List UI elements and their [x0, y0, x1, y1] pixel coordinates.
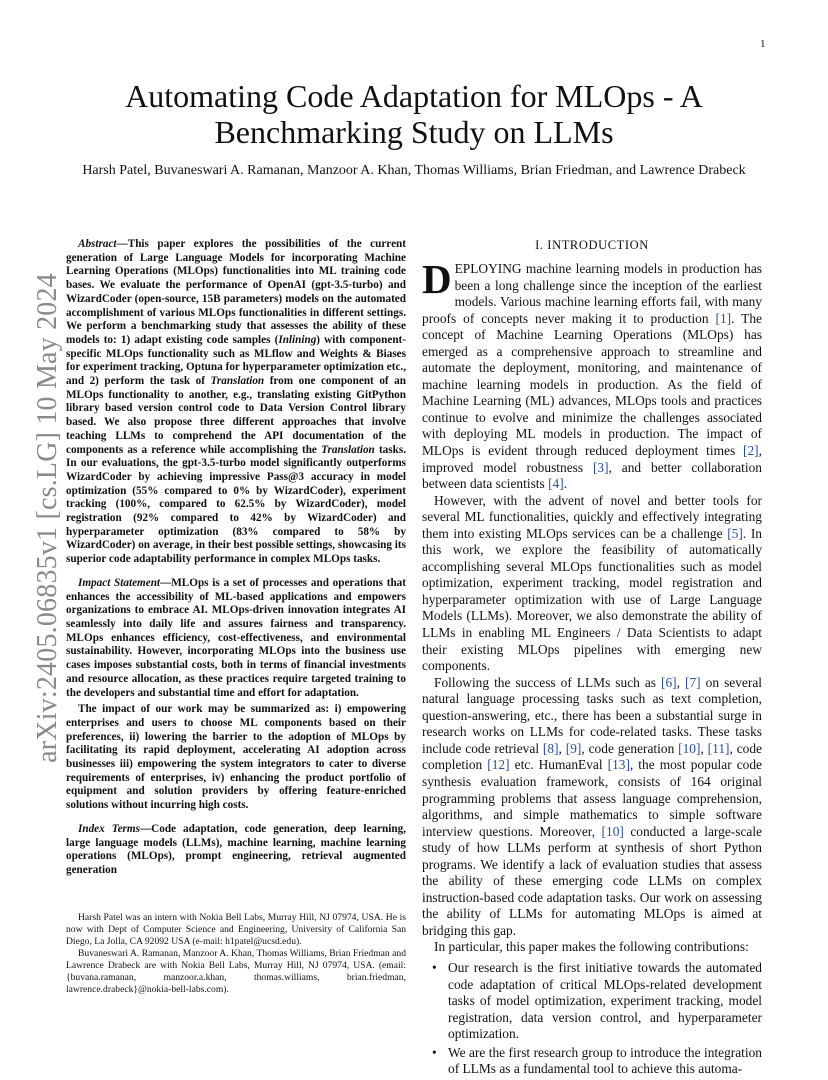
bullet-icon: • [432, 959, 437, 975]
intro-paragraph-4: In particular, this paper makes the following contributions: [434, 939, 749, 955]
citation-link[interactable]: [10] [601, 823, 624, 839]
abstract-text-4: tasks. In our evaluations, the gpt-3.5-turbo model significantly outperforms WizardCoder by achieving impressive Pass@3 accuracy in model optimization (55% compared to 0% by WizardCoder), experiment tracking (100%, compared to 62.5% by WizardCoder), model registration (92% compared to 42% by WizardCoder) and hyperparameter optimization (83% compared to 58% by WizardCoder) on average, in their best possible settings, showcasing its superior code adaptability performance in complex MLOps tasks. [66, 443, 406, 566]
citation-link[interactable]: [13] [607, 757, 630, 773]
citation-link[interactable]: [8] [542, 740, 559, 756]
impact-paragraph-2: The impact of our work may be summarized as: i) empowering enterprises and users to choose ML components based on their preferences, ii) lowering the barrier to the adoption of MLOps by facilitating its rapid deployment, accelerating AI adoption across businesses iii) empowering the system integrators to cater to diverse requirements of enterprises, iv) enhancing the product portfolio of equipment and solution providers by offering feature-enriched solutions without incurring high costs. [66, 703, 406, 812]
intro-paragraph-1: DEPLOYING machine learning models in production has been a long challenge since the inception of the earliest models. Various machine learning efforts fail, with many proofs of concepts never making it to production [1]. The concept of Machine Learning Operations (MLOps) has emerged as a comprehensive approach to streamline and automate the deployment, monitoring, and maintenance of machine learning models in production. As the field of Machine Learning (ML) advances, MLOps tools and practices continue to evolve and minimize the challenges associated with deploying ML models in production. The impact of MLOps is evident through reduced deployment times [2], improved model robustness [3], and better collaboration between data scientists [4]. [422, 256, 763, 492]
list-item: • Our research is the first initiative towards the automated code adaptation of critical MLOps-related development tasks of model optimization, experiment tracking, model registration, data version control, and hyperparameter optimization. [432, 959, 762, 1042]
index-terms-text: —Code adaptation, code generation, deep learning, large language models (LLMs), machine learning, machine learning operations (MLOps), prompt engineering, retrieval augmented generation [66, 822, 406, 876]
contributions-list [422, 960, 762, 1078]
abstract-paragraph [66, 238, 406, 567]
abstract-translation: Translation [210, 375, 265, 388]
page-number: 1 [760, 38, 766, 50]
index-terms-lead: Index Terms [78, 822, 140, 835]
abstract-text-3: from one component of an MLOps functionality to another, e.g., translating existing GitPython library based version control code to Data Version Control library based. We also propose three different approaches that involve teaching LLMs to comprehend the API documentation of the components as a reference while accomplishing the [66, 375, 406, 456]
right-column [422, 238, 762, 1080]
abstract-block [66, 238, 406, 878]
citation-link[interactable]: [10] [678, 740, 701, 756]
abstract-lead: Abstract [78, 238, 117, 250]
bullet-icon: • [432, 1044, 437, 1060]
paper-title: Automating Code Adaptation for MLOps - A Benchmarking Study on LLMs [125, 78, 703, 150]
citation-link[interactable]: [6] [661, 674, 677, 690]
abstract-text: —This paper explores the possibilities of the current generation of Large Language Models for incorporating Machine Learning Operations (MLOps) functionalities into ML training code bases. We evaluate the performance of OpenAI (gpt-3.5-turbo) and WizardCoder (open-source, 15B parameters) models on the automated accomplishment of various MLOps functionalities in different settings. We perform a benchmarking study that assesses the ability of these models to: 1) adapt existing code samples ( [66, 238, 406, 346]
intro-paragraph-3: Following the success of LLMs such as [6], [7] on several natural language processing tasks such as text completion, question-answering, etc., there has been a substantial surge in research works on LLMs for code-related tasks. These tasks include code retrieval [8], [9], code generation [10], [11], code completion [12] etc. HumanEval [13], the most popular code synthesis evaluation framework, consists of 164 original programming problems that assess language comprehension, algorithms, and simple mathematics to simple software interview questions. Moreover, [10] conducted a large-scale study of how LLMs perform at synthesis of short Python programs. We identify a lack of evaluation studies that assess the ability of these emerging code LLMs on complex instruction-based code adaptation tasks. Our work on assessing the ability of LLMs for automating MLOps is aimed at bridging this gap. [422, 674, 762, 938]
citation-link[interactable]: [3] [592, 459, 609, 475]
section-heading-initial: I [547, 238, 553, 252]
citation-link[interactable]: [4] [548, 476, 564, 492]
author-footnote [66, 912, 406, 996]
abstract-text-2: ) with component-specific MLOps functionality such as MLflow and Weights & Biases for experiment tracking, Optuna for hyperparameter optimization etc., and 2) perform the task of [66, 333, 406, 388]
citation-link[interactable]: [12] [487, 757, 510, 773]
section-heading-introduction [422, 238, 762, 253]
section-number: I. [535, 238, 544, 252]
arxiv-identifier[interactable] [32, 273, 63, 763]
footnote-2: Buvaneswari A. Ramanan, Manzoor A. Khan, Thomas Williams, Brian Friedman and Lawrence Drabeck are with Nokia Bell Labs, Murray Hill, NJ 07974, USA. (email: {buvana.ramanan, manzoor.a.khan, thomas.williams, brian.friedman, lawrence.drabeck}@nokia-bell-labs.com). [66, 948, 406, 995]
citation-link[interactable]: [7] [685, 674, 701, 690]
introduction-body [422, 256, 763, 1078]
intro-paragraph-2: However, with the advent of novel and better tools for several ML functionalities, quickly and effectively integrating them into existing MLOps services can be a challenge [5]. In this work, we explore the feasibility of automatically accomplishing several MLOps functionalities such as model optimization, experiment tracking, model registration and hyperparameter optimization with use of Large Language Models (LLMs). Moreover, we also demonstrate the ability of LLMs in enabling ML Engineers / Data Scientists to adapt their existing MLOps pipelines with emerging new components. [422, 492, 762, 674]
list-item: • We are the first research group to introduce the integration of LLMs as a fundamental tool to achieve this automa- [432, 1044, 762, 1077]
section-heading-rest: NTRODUCTION [552, 238, 649, 252]
footnote-1: Harsh Patel was an intern with Nokia Bell Labs, Murray Hill, NJ 07974, USA. He is now with Dept of Computer Science and Engineering, University of California San Diego, La Jolla, CA 92092 USA (e-mail: h1patel@ucsd.edu). [66, 912, 406, 947]
impact-lead: Impact Statement [78, 576, 161, 589]
abstract-inlining: Inlining [278, 333, 317, 346]
impact-paragraph [66, 577, 406, 700]
citation-link[interactable]: [9] [565, 740, 582, 756]
citation-link[interactable]: [11] [707, 740, 730, 756]
citation-link[interactable]: [5] [727, 525, 743, 541]
citation-link[interactable]: [2] [743, 443, 759, 459]
author-list: Harsh Patel, Buvaneswari A. Ramanan, Manzoor A. Khan, Thomas Williams, Brian Friedman, and Lawrence Drabeck [82, 163, 746, 178]
index-terms-paragraph [66, 823, 406, 878]
impact-text: —MLOps is a set of processes and operations that enhances the accessibility of ML-based applications and empowers organizations to embrace AI. MLOps-driven innovation integrates AI seamlessly into daily life and assures fairness and transparency. MLOps enhances efficiency, cost-effectiveness, and environmental sustainability. However, incorporating MLOps into the business use cases imposes substantial costs, both in terms of financial investments and resource allocation, as these practices require targeted training to the developers and substantial time and effort for adaptation. [66, 576, 406, 699]
abstract-translation-2: Translation [321, 443, 375, 456]
drop-cap: D [422, 256, 452, 302]
left-column [66, 238, 406, 878]
citation-link[interactable]: [1] [715, 310, 732, 326]
arxiv-identifier-text: arXiv:2405.06835v1 [cs.LG] 10 May 2024 [32, 273, 63, 763]
